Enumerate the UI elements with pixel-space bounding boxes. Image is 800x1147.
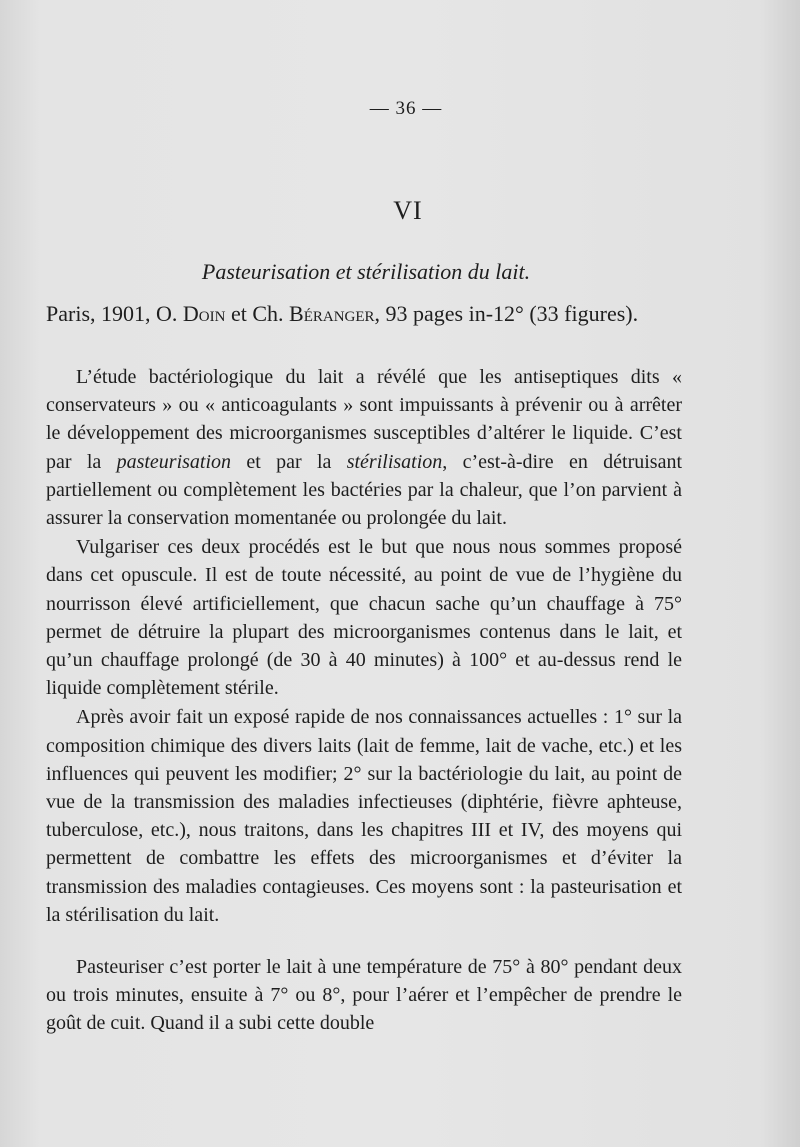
paragraph-1-text-a: L’étude bactériologique du lait a révélé que les antiseptiques dits « conservateurs » ou « anticoagulants » sont impuissants à prévenir ou à arrêter le développement des microorganismes susceptibles d’altérer le liquide. C’est par la — [46, 366, 682, 473]
paragraph-1-text-c: , c’est-à-dire en détruisant partiellement ou complètement les bactéries par la chaleur, que l’on parvient à assurer la conservation momentanée ou prolongée du lait. — [46, 450, 682, 530]
citation-author-1: Doin — [182, 301, 226, 326]
citation-conjunction: et Ch. — [230, 301, 284, 326]
paragraph-4: Pasteuriser c’est porter le lait à une température de 75° à 80° pendant deux ou trois minutes, ensuite à 7° ou 8°, pour l’aérer et l’empêcher de prendre le goût de cuit. Quand il a subi cette double — [46, 956, 682, 1035]
paragraph-1 — [46, 363, 682, 532]
body-text — [46, 363, 682, 1039]
citation-prefix: Paris, 1901, O. — [46, 301, 178, 326]
section-numeral: VI — [393, 196, 423, 225]
citation-suffix: , 93 pages in-12° (33 figures). — [374, 301, 639, 326]
paragraph-2: Vulgariser ces deux procédés est le but que nous nous sommes proposé dans cet opuscule. Il est de toute nécessité, au point de vue de l’hygiène du nourrisson élevé artificiellement, que chacun sache qu’un chauffage à 75° permet de détruire la plupart des microorganismes contenus dans le lait, et qu’un chauffage prolongé (de 30 à 40 minutes) à 100° et au-dessus rend le liquide complètement stérile. — [46, 536, 682, 700]
section-title: Pasteurisation et stérilisation du lait. — [201, 259, 531, 284]
paragraph-1-emphasis-sterilisation: stérilisation — [346, 450, 443, 473]
citation-author-2: Béranger — [289, 301, 375, 326]
page-number: — 36 — — [369, 98, 443, 119]
paragraph-3: Après avoir fait un exposé rapide de nos connaissances actuelles : 1° sur la composition chimique des divers laits (lait de femme, lait de vache, etc.) et les influences qui peuvent les modifier; 2° sur la bactériologie du lait, au point de vue de la transmission des maladies infectieuses (diphtérie, fièvre aphteuse, tuberculose, etc.), nous traitons, dans les chapitres III et IV, des moyens qui permettent de combattre les effets des microorganismes et d’éviter la transmission des maladies contagieuses. Ces moyens sont : la pasteurisation et la stérilisation du lait. — [46, 706, 682, 926]
paragraph-1-text-b: et par la — [246, 450, 332, 473]
bibliographic-citation — [46, 299, 696, 329]
paragraph-1-emphasis-pasteurisation: pasteurisation — [116, 450, 232, 473]
